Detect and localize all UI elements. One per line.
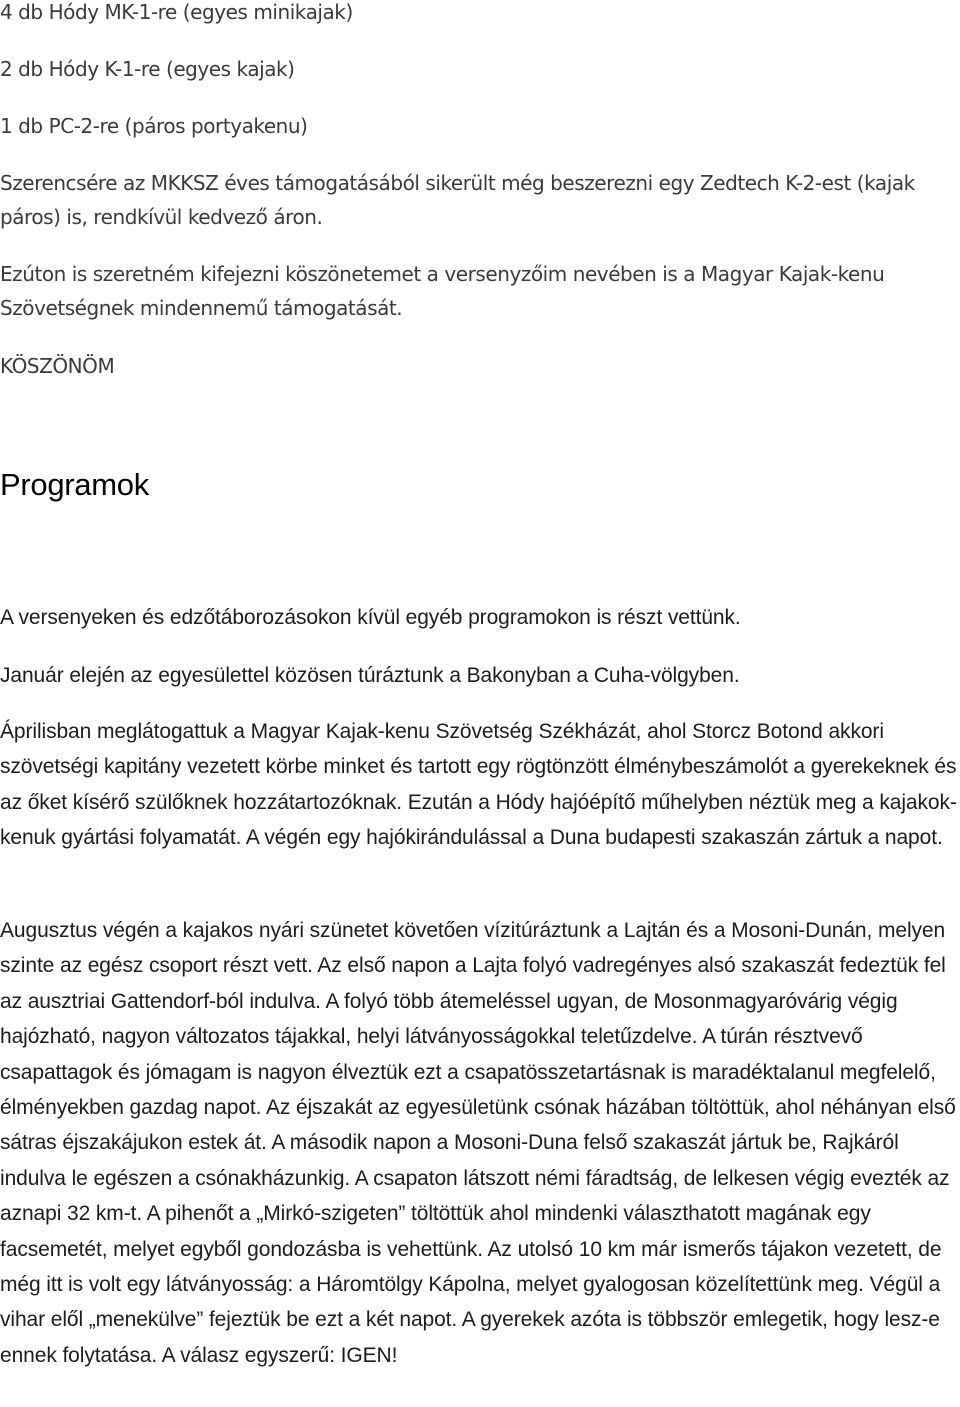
boat-list-item: 4 db Hódy MK-1-re (egyes minikajak) [0,0,353,24]
thanks-word: KÖSZÖNÖM [0,354,115,378]
section-heading: Programok [0,467,149,502]
boat-list-item: 2 db Hódy K-1-re (egyes kajak) [0,57,295,81]
programs-paragraph: Január elején az egyesülettel közösen túráztunk a Bakonyban a Cuha-völgyben. [0,664,740,687]
programs-paragraph: Áprilisban meglátogattuk a Magyar Kajak-kenu Szövetség Székházát, ahol Storcz Botond akkori szövetségi kapitány vezetett körbe minket és tartott egy rögtönzött élménybeszámolót a gyerekeknek és az őket kísérő szülőknek hozzátartozóknak. Ezután a Hódy hajóépítő műhelyben néztük meg a kajakok-kenuk gyártási folyamatát. A végén egy hajókirándulással a Duna budapesti szakaszán zártuk a napot. [0,720,957,850]
boat-list-item: 1 db PC-2-re (páros portyakenu) [0,114,308,138]
thanks-paragraph: Ezúton is szeretném kifejezni köszönetemet a versenyzőim nevében is a Magyar Kajak-kenu Szövetségnek mindennemű támogatását. [0,262,885,320]
programs-paragraph: A versenyeken és edzőtáborozásokon kívül egyéb programokon is részt vettünk. [0,606,741,629]
intro-paragraph: Szerencsére az MKKSZ éves támogatásából sikerült még beszerezni egy Zedtech K-2-est (kajak páros) is, rendkívül kedvező áron. [0,171,915,229]
programs-paragraph: Augusztus végén a kajakos nyári szünetet követően vízitúráztunk a Lajtán és a Mosoni-Dunán, melyen szinte az egész csoport részt vett. Az első napon a Lajta folyó vadregényes alsó szakaszát fedeztük fel az ausztriai Gattendorf-ból indulva. A folyó több átemeléssel ugyan, de Mosonmagyaróvárig végig hajózható, nagyon változatos tájakkal, helyi látványosságokkal teletűzdelve. A túrán résztvevő csapattagok és jómagam is nagyon élveztük ezt a csapatösszetartásnak is maradéktalanul megfelelő, élményekben gazdag napot. Az éjszakát az egyesületünk csónak házában töltöttük, ahol néhányan első sátras éjszakájukon estek át. A második napon a Mosoni-Duna felső szakaszát jártuk be, Rajkáról indulva le egészen a csónakházunkig. A csapaton látszott némi fáradtság, de lelkesen végig evezték az aznapi 32 km-t. A pihenőt a „Mirkó-szigeten” töltöttük ahol mindenki választhatott magának egy facsemetét, melyet egyből gondozásba is vehettünk. Az utolsó 10 km már ismerős tájakon vezetett, de még itt is volt egy látványosság: a Háromtölgy Kápolna, melyet gyalogosan közelítettünk meg. Végül a vihar elől „menekülve” fejeztük be ezt a két napot. A gyerekek azóta is többször emlegetik, hogy lesz-e ennek folytatása. A válasz egyszerű: IGEN! [0,919,956,1367]
